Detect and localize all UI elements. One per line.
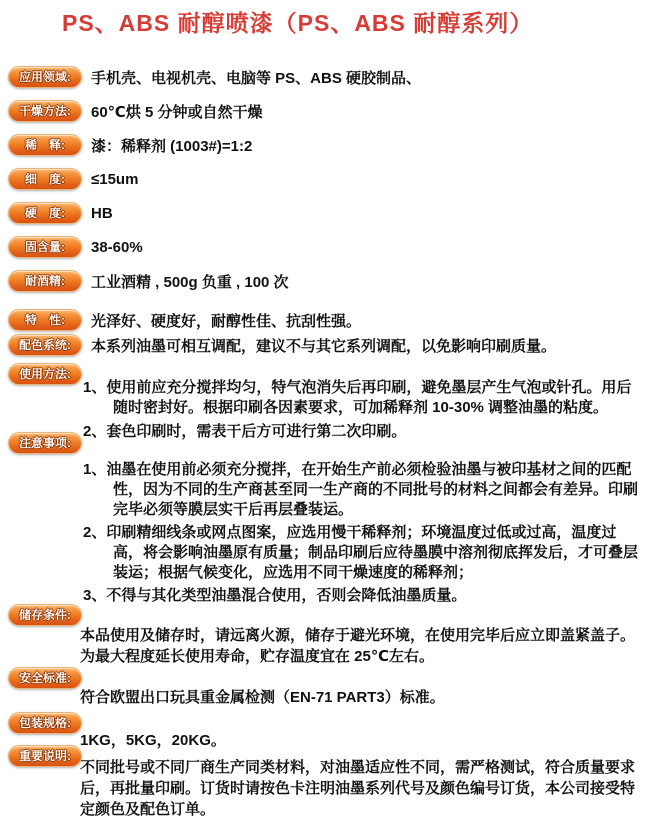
label-badge-safety-standard [8,667,82,689]
label-text-solid-content: 固含量: [25,240,65,254]
label-badge-alcohol-resistance [8,270,82,292]
label-badge-drying-method [8,100,82,122]
label-text-application-field: 应用领域: [19,70,71,84]
label-badge-hardness [8,202,82,224]
label-text-important-notes: 重要说明: [19,749,71,763]
section-storage-conditions [0,604,650,667]
value-solid-content: 38-60% [91,238,143,256]
section-usage-method [0,363,650,442]
row-solid-content [0,236,650,258]
label-text-fineness: 细 度: [25,172,65,186]
value-drying-method: 60℃烘 5 分钟或自然干燥 [91,103,263,121]
important-notes-text: 不同批号或不同厂商生产同类材料，对油墨适应性不同，需严格测试，符合质量要求后，再批量印刷。订货时请按色卡注明油墨系列代号及颜色编号订货，本公司接受特定颜色及配色订单。 [80,759,636,818]
label-text-dilution: 稀 释: [25,138,65,152]
label-text-hardness: 硬 度: [25,206,65,220]
safety-standard-text: 符合欧盟出口玩具重金属检测（EN-71 PART3）标准。 [80,689,445,706]
label-text-storage-conditions: 储存条件: [19,608,71,622]
spec-rows [0,66,650,356]
row-application-field [0,66,650,88]
label-text-characteristics: 特 性: [25,313,65,327]
row-fineness [0,168,650,190]
precautions-list [83,432,640,606]
value-characteristics: 光泽好、硬度好，耐醇性佳、抗刮性强。 [91,312,362,330]
usage-item-2: 2、套色印刷时，需表干后方可进行第二次印刷。 [83,423,407,440]
label-text-safety-standard: 安全标准: [19,671,71,685]
row-color-system [0,334,650,356]
value-application-field: 手机壳、电视机壳、电脑等 PS、ABS 硬胶制品、 [91,69,422,87]
label-badge-storage-conditions [8,604,82,626]
precaution-item-2: 2、印刷精细线条或网点图案，应选用慢干稀释剂；环境温度过低或过高，温度过高，将会影响油墨原有质量；制品印刷后应待墨膜中溶剂彻底挥发后，才可叠层装运；根据气候变化，应选用不同干燥速度的稀释剂； [83,524,639,581]
label-badge-application-field [8,66,82,88]
row-hardness [0,202,650,224]
label-badge-usage-method [8,363,82,385]
value-color-system: 本系列油墨可相互调配，建议不与其它系列调配，以免影响印刷质量。 [91,337,557,355]
value-hardness: HB [91,204,113,222]
section-important-notes [0,745,650,820]
label-badge-precautions [8,432,82,454]
precaution-item-1: 1、油墨在使用前必须充分搅拌，在开始生产前必须检验油墨与被印基材之间的匹配性，因为不同的生产商甚至同一生产商的不同批号的材料之间都会有差异。印刷完毕必须等膜层实干后再层叠装运。 [83,461,639,518]
row-drying-method [0,100,650,122]
label-text-color-system: 配色系统: [19,338,71,352]
usage-item-1: 1、使用前应充分搅拌均匀，特气泡消失后再印刷，避免墨层产生气泡或针孔。用后随时密封好。根据印刷各因素要求，可加稀释剂 10-30% 调整油墨的粘度。 [83,379,632,416]
value-dilution: 漆：稀释剂 (1003#)=1:2 [91,137,253,155]
value-fineness: ≤15um [91,170,139,188]
row-dilution [0,134,650,156]
label-badge-characteristics [8,309,82,331]
row-alcohol-resistance [0,270,650,292]
label-badge-solid-content [8,236,82,258]
section-safety-standard [0,667,650,708]
value-alcohol-resistance: 工业酒精 , 500g 负重 , 100 次 [91,273,289,291]
storage-conditions-text: 本品使用及储存时，请远离火源，储存于避光环境，在使用完毕后应立即盖紧盖子。为最大程度延长使用寿命，贮存温度宜在 25℃左右。 [80,627,636,665]
section-precautions [0,432,650,606]
label-text-precautions: 注意事项: [19,436,71,450]
label-badge-dilution [8,134,82,156]
label-text-usage-method: 使用方法: [19,367,71,381]
label-text-packaging-spec: 包装规格: [19,716,71,730]
precaution-item-3: 3、不得与其化类型油墨混合使用，否则会降低油墨质量。 [83,587,467,604]
label-badge-important-notes [8,745,82,767]
label-text-alcohol-resistance: 耐酒精: [25,274,65,288]
row-characteristics [0,309,650,331]
usage-method-list [83,363,640,442]
label-badge-packaging-spec [8,712,82,734]
label-text-drying-method: 干燥方法: [19,104,71,118]
label-badge-fineness [8,168,82,190]
packaging-spec-text: 1KG，5KG，20KG。 [80,732,226,749]
page-title: PS、ABS 耐醇喷漆（PS、ABS 耐醇系列） [62,10,534,36]
label-badge-color-system [8,334,82,356]
